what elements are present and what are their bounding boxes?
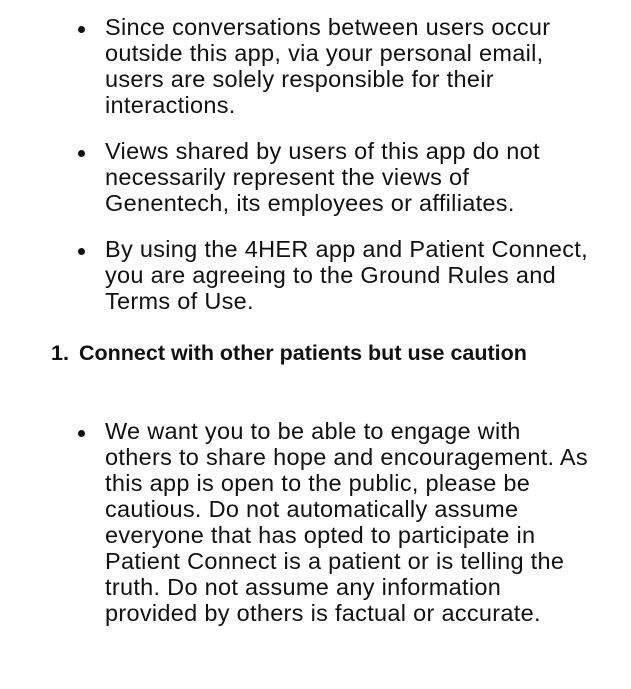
section-title: Connect with other patients but use caution [78, 341, 527, 365]
bullet-item [0, 14, 631, 118]
section-heading [0, 340, 631, 366]
bullet-text: By using the 4HER app and Patient Connect, you are agreeing to the Ground Rules and Terms of Use. [105, 236, 588, 314]
bullet-dot-icon [78, 248, 85, 255]
bullet-dot-icon [78, 26, 85, 33]
section-number: 1. [51, 341, 69, 365]
bullet-text: Views shared by users of this app do not necessarily represent the views of Genentech, its employees or affiliates. [105, 138, 540, 216]
bullet-dot-icon [78, 150, 85, 157]
bullet-item [0, 236, 631, 314]
bullet-text: Since conversations between users occur outside this app, via your personal email, users are solely responsible for their interactions. [105, 14, 551, 118]
bullet-item [0, 138, 631, 216]
bullet-dot-icon [78, 430, 85, 437]
bullet-item [0, 418, 631, 626]
bullet-text: We want you to be able to engage with others to share hope and encouragement. As this app is open to the public, please be cautious. Do not automatically assume everyone that has opted to participate in Patient Connect is a patient or is telling the truth. Do not assume any information provided by others is factual or accurate. [105, 418, 588, 626]
